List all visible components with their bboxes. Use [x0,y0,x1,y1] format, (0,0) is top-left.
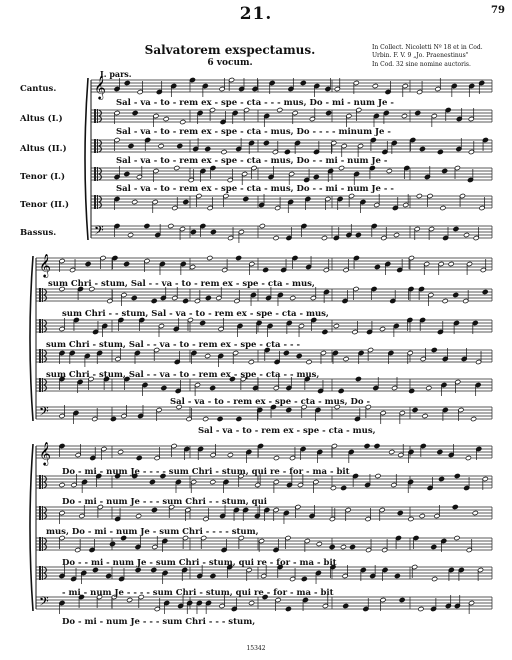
note-head [59,482,65,487]
note-head [333,323,339,328]
note-head [386,168,392,173]
note-head [132,199,138,204]
lyric-line: Sal - va - to - rem ex - spe - cta - mus, [198,426,376,436]
note-head [419,513,425,518]
note-head [322,329,328,334]
note-head [277,107,283,112]
c-clef-icon [39,378,41,392]
note-head [207,255,213,260]
note-head [217,416,223,421]
note-head [465,455,471,460]
c-clef-icon [94,167,96,181]
note-head [442,168,448,173]
lyric-line: - mi - num Je - - - - sum Chri - stum, qui re - for - ma - bit [62,588,334,598]
note-head [338,165,344,170]
note-head [343,603,349,608]
c-clef-icon [39,566,41,580]
note-head [296,353,302,358]
note-head [158,143,164,148]
lyric-line: Sal - va - to - rem ex - spe - cta - - - mus, Do - mi - num Je - [116,98,394,108]
note-head [453,226,459,231]
note-head [259,223,265,228]
note-head [124,261,130,266]
voices-label: 6 vocum. [207,58,253,68]
note-head [290,295,296,300]
system-bracket [85,78,88,240]
note-head [136,513,142,518]
lyric-line: mus, Do - mi - num Je - sum Chri - - - - stum, [46,527,259,537]
note-head [426,385,432,390]
source-note-line: In Cod. 32 sine nomine auctoris. [372,60,471,68]
note-head [399,597,405,602]
lyric-line: Do - mi - num Je - - - sum Chri - - stum, qui [62,497,267,507]
c-clef-icon [39,349,41,363]
note-head [355,376,361,381]
note-head [306,359,312,364]
note-head [163,116,169,121]
note-head [221,149,227,154]
lyric-line: Do - mi - num Je - - - sum Chri - - - stum, [62,617,256,627]
voice-name-bassus: Bassus. [20,228,57,238]
note-head [422,413,428,418]
note-head [389,449,395,454]
note-head [124,80,130,85]
note-head [412,407,418,412]
note-head [136,455,142,460]
note-head [329,544,335,549]
part-label: I. pars. [100,69,132,79]
bass-clef-icon: 𝄢 [39,404,49,422]
note-head [338,388,344,393]
note-head [127,232,133,237]
lyric-line: sum Chri - stum, Sal - - va - to - rem ex - spe - cta - mus, [48,279,315,289]
note-head [151,567,157,572]
note-head [472,510,478,515]
note-head [210,229,216,234]
note-head [393,232,399,237]
note-head [174,165,180,170]
note-head [106,573,112,578]
note-head [236,416,242,421]
piece-number: 21. [239,4,273,24]
note-head [453,292,459,297]
note-head [408,516,414,521]
note-head [418,606,424,611]
note-head [243,196,249,201]
lyric-line: Do - mi - num Je - - - - sum Chri - stum, qui re - for - ma - bit [62,467,350,477]
note-head [161,385,167,390]
note-head [263,140,269,145]
note-head [127,597,133,602]
note-head [442,298,448,303]
note-head [168,223,174,228]
note-head [416,193,422,198]
note-head [189,77,195,82]
note-head [440,205,446,210]
note-head [374,443,380,448]
source-note-line: In Collect. Nicoletti Nº 18 et in Cod. [372,44,483,51]
note-head [343,356,349,361]
note-head [248,600,254,605]
note-head [437,449,443,454]
note-head [273,455,279,460]
source-note-line: Urbin. F. V. 9 „Jo. Praenestinus" [372,52,469,60]
treble-clef-icon: 𝄞 [94,75,106,99]
note-head [470,416,476,421]
note-head [190,264,196,269]
note-head [326,110,332,115]
note-head [183,298,189,303]
note-head [397,510,403,515]
note-head [203,416,209,421]
note-head [205,353,211,358]
note-head [132,110,138,115]
lyric-line: Sal - va - to - rem ex - spe - cta - mus, Do - - mi - num Je - [116,156,388,166]
c-clef-icon [94,109,96,123]
note-head [341,485,347,490]
note-head [454,473,460,478]
system-bracket [30,256,33,421]
note-head [236,255,242,260]
note-head [151,507,157,512]
note-head [409,388,415,393]
note-head [205,295,211,300]
note-head [283,350,289,355]
note-head [375,473,381,478]
c-clef-icon [94,195,96,209]
c-clef-icon [39,288,41,302]
note-head [364,443,370,448]
catalog-number: 15342 [246,645,266,652]
note-head [135,567,141,572]
note-head [124,171,130,176]
note-head [144,223,150,228]
lyric-line: Sal - va - to - rem ex - spe - cta - mus, Do - - mi - num Je - - [116,184,394,194]
note-head [316,541,322,546]
note-head [372,83,378,88]
note-head [313,174,319,179]
note-head [200,320,206,325]
note-head [210,385,216,390]
lyric-line: Sal - va - to - rem ex - spe - cta - mus, Do - [170,397,371,407]
note-head [355,232,361,237]
note-head [117,449,123,454]
page-number: 79 [491,5,505,16]
lyric-line: Sal - va - to - rem ex - spe - cta - mus, Do - - - - minum Je - [116,127,391,137]
voice-name-tenor-2: Tenor (II.) [20,200,69,210]
voice-name-altus-2: Altus (II.) [20,144,67,154]
note-head [285,606,291,611]
note-head [415,110,421,115]
note-head [128,143,134,148]
note-head [349,544,355,549]
c-clef-icon [39,475,41,489]
note-head [248,359,254,364]
note-head [452,504,458,509]
note-head [394,573,400,578]
note-head [437,149,443,154]
note-head [374,264,380,269]
note-head [227,452,233,457]
piece-title: Salvatorem exspectamus. [144,43,316,57]
c-clef-icon [39,537,41,551]
lyric-line: Do - - mi - num Je - sum Chri - stum, qui re - for - ma - bit [62,558,337,568]
note-head [177,143,183,148]
note-head [454,535,460,540]
note-head [431,544,437,549]
lyric-line: sum Chri - stum, Sal - - va - to - rem ex - spe - cta - - - [46,340,300,350]
note-head [183,199,189,204]
lyric-line: sum Chri - - stum, Sal - va - to - rem ex - spe - cta - mus, [62,309,329,319]
treble-clef-icon: 𝄞 [39,441,51,465]
note-head [92,567,98,572]
note-head [463,232,469,237]
note-head [286,407,292,412]
note-head [431,347,437,352]
note-head [190,229,196,234]
note-head [340,544,346,549]
voice-name-altus-1: Altus (I.) [20,114,63,124]
note-head [210,479,216,484]
c-clef-icon [39,319,41,333]
note-head [109,541,115,546]
bass-clef-icon: 𝄢 [94,223,104,241]
lyric-line: sum Chri - stum, Sal - - va - to - rem ex - spe - cta - - mus, [46,370,320,380]
system-bracket [30,444,33,611]
c-clef-icon [39,506,41,520]
note-head [448,261,454,266]
note-head [432,576,438,581]
c-clef-icon [94,139,96,153]
voice-name-tenor-1: Tenor (I.) [20,172,66,182]
note-head [110,416,116,421]
note-head [321,235,327,240]
note-head [131,295,137,300]
note-head [263,267,269,272]
note-head [85,261,91,266]
note-head [300,80,306,85]
note-head [210,573,216,578]
note-head [273,235,279,240]
note-head [438,476,444,481]
note-head [149,479,155,484]
note-head [419,146,425,151]
voice-name-cantus: Cantus. [20,84,57,94]
note-head [379,326,385,331]
note-head [330,485,336,490]
note-head [205,146,211,151]
note-head [284,149,290,154]
note-head [301,576,307,581]
note-head [401,113,407,118]
note-head [180,119,186,124]
treble-clef-icon: 𝄞 [39,253,51,277]
bass-clef-icon: 𝄢 [39,594,49,612]
note-head [482,289,488,294]
note-head [151,298,157,303]
